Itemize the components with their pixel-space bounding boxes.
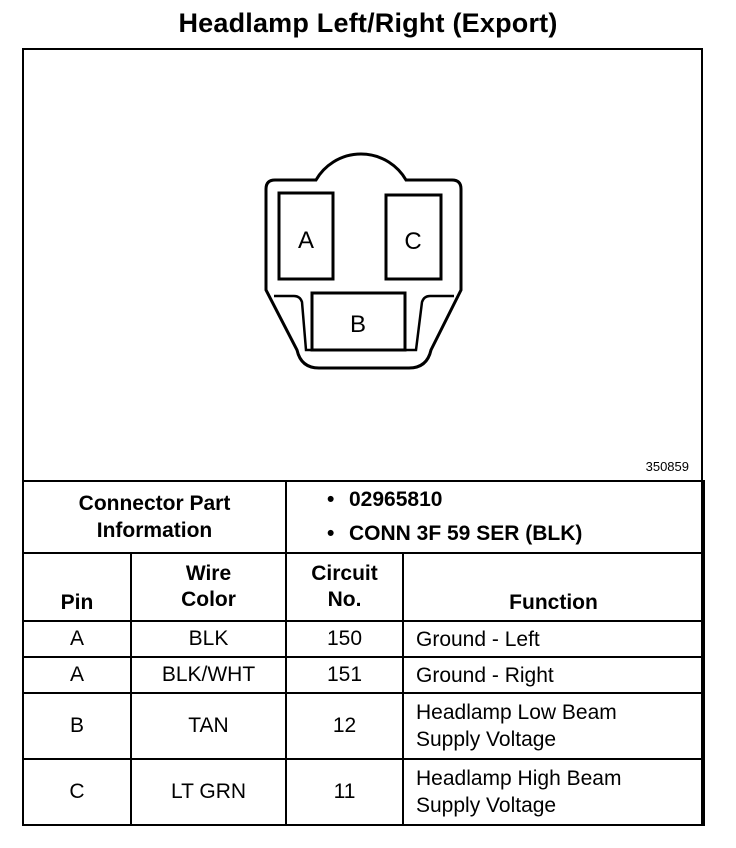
part-number: • 02965810 xyxy=(327,488,443,511)
table-row xyxy=(23,693,704,759)
connector-description: • CONN 3F 59 SER (BLK) xyxy=(327,522,583,545)
circuit-cell: 12 xyxy=(286,693,403,759)
figure-id: 350859 xyxy=(645,459,689,474)
page-title: Headlamp Left/Right (Export) xyxy=(178,8,558,38)
pinout-table xyxy=(22,480,705,826)
header-circuit-no: Circuit No. xyxy=(286,553,403,621)
circuit-cell: 150 xyxy=(286,621,403,657)
wire-color-cell: LT GRN xyxy=(131,759,286,825)
header-function: Function xyxy=(403,553,704,621)
cavity-label-c: C xyxy=(404,228,422,255)
circuit-cell: 151 xyxy=(286,657,403,693)
cavity-label-b: B xyxy=(349,311,367,338)
header-pin: Pin xyxy=(23,553,131,621)
function-cell: Ground - Left xyxy=(403,621,704,657)
pin-cell: B xyxy=(23,693,131,759)
table-row xyxy=(23,759,704,825)
pin-cell: A xyxy=(23,621,131,657)
table-row xyxy=(23,657,704,693)
connector-info-values xyxy=(286,481,704,553)
pin-cell: C xyxy=(23,759,131,825)
connector-diagram xyxy=(24,50,701,480)
connector-info-label: Connector Part Information xyxy=(23,481,286,553)
wire-color-cell: BLK/WHT xyxy=(131,657,286,693)
pin-cell: A xyxy=(23,657,131,693)
table-header-row xyxy=(23,553,704,621)
function-cell: Headlamp Low Beam Supply Voltage xyxy=(403,693,704,759)
wire-color-cell: TAN xyxy=(131,693,286,759)
wire-color-cell: BLK xyxy=(131,621,286,657)
header-wire-color: Wire Color xyxy=(131,553,286,621)
function-cell: Ground - Right xyxy=(403,657,704,693)
connector-face-drawing xyxy=(24,50,701,480)
table-row xyxy=(23,621,704,657)
connector-info-row xyxy=(23,481,704,553)
connector-sheet xyxy=(22,48,703,826)
function-cell: Headlamp High Beam Supply Voltage xyxy=(403,759,704,825)
circuit-cell: 11 xyxy=(286,759,403,825)
cavity-label-a: A xyxy=(297,227,315,254)
